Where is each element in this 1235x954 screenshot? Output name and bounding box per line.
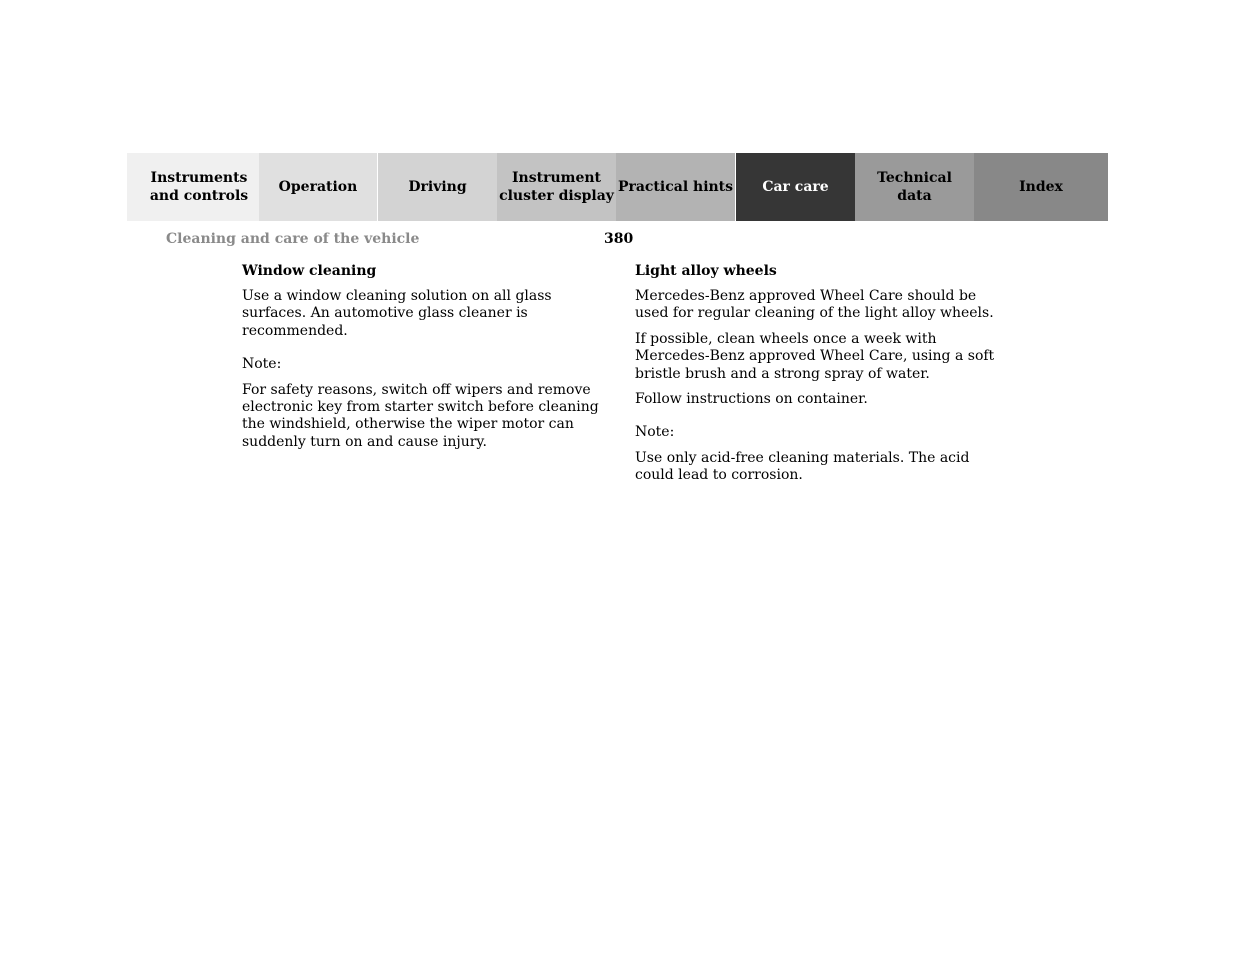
wheel-cleaning-text: If possible, clean wheels once a week with Mercedes-Benz approved Wheel Care, using a soft bristle brush and a strong spray of water.: [635, 330, 995, 382]
container-instructions-text: Follow instructions on container.: [635, 391, 868, 408]
window-cleaning-heading: Window cleaning: [242, 263, 377, 279]
note-text: For safety reasons, switch off wipers and remove electronic key from starter switch before cleaning the windshield, otherwise the wiper motor can suddenly turn on and cause injury.: [242, 381, 599, 450]
light-alloy-wheels-section: [635, 262, 1000, 493]
note-label: Note:: [635, 424, 675, 441]
light-alloy-wheels-heading: Light alloy wheels: [635, 263, 777, 279]
tab-driving[interactable]: Driving: [378, 153, 497, 221]
window-cleaning-section: [242, 262, 607, 459]
page-number: 380: [604, 231, 634, 247]
window-cleaning-text: Use a window cleaning solution on all glass surfaces. An automotive glass cleaner is recommended.: [242, 288, 552, 339]
chapter-tabs: [127, 153, 1108, 221]
tab-technical-data[interactable]: Technical data: [855, 153, 974, 221]
section-title: Cleaning and care of the vehicle: [166, 231, 420, 247]
wheel-care-text: Mercedes-Benz approved Wheel Care should be used for regular cleaning of the light alloy wheels.: [635, 288, 994, 322]
tab-practical-hints[interactable]: Practical hints: [616, 153, 736, 221]
tab-operation[interactable]: Operation: [259, 153, 378, 221]
tab-instruments-and-controls[interactable]: Instruments and controls: [127, 153, 259, 221]
tab-instrument-cluster-display[interactable]: Instrument cluster display: [497, 153, 616, 221]
tab-car-care[interactable]: Car care: [736, 153, 855, 221]
note-text: Use only acid-free cleaning materials. The acid could lead to corrosion.: [635, 449, 970, 484]
note-label: Note:: [242, 356, 282, 373]
tab-index[interactable]: Index: [974, 153, 1108, 221]
